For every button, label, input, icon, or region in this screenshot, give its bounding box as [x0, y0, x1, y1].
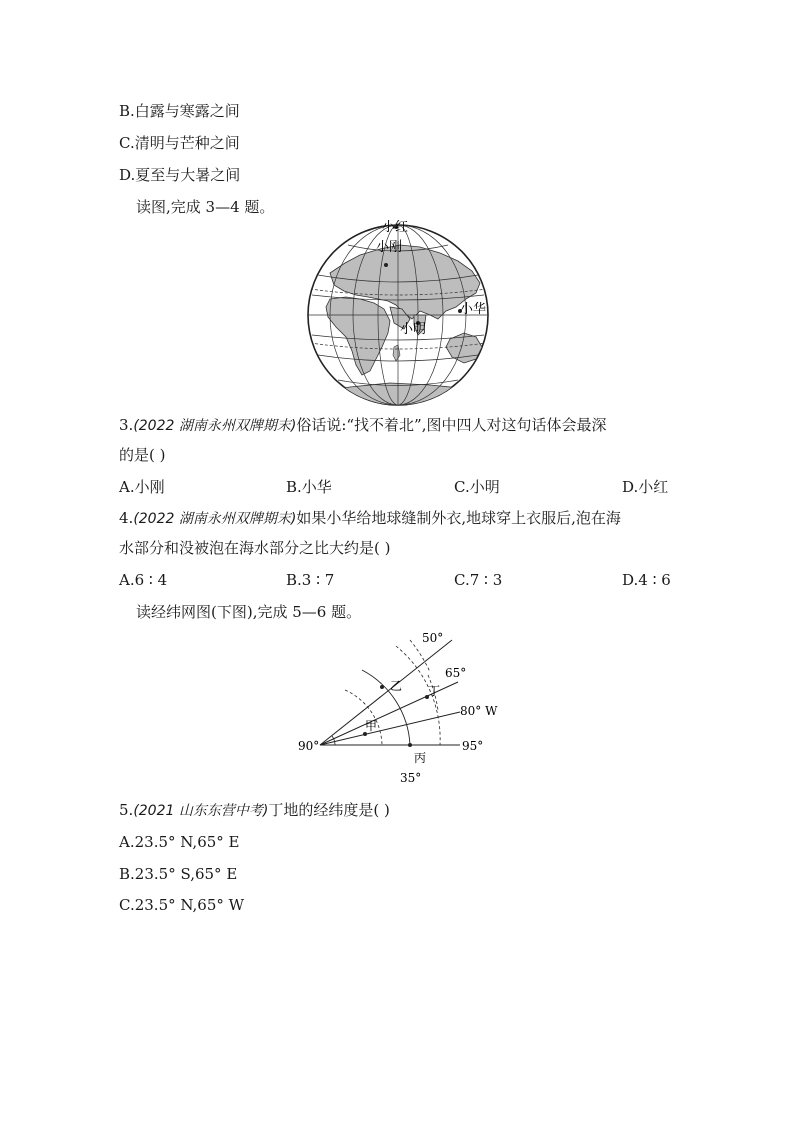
q2-option-d: D.夏至与大暑之间 [119, 166, 241, 184]
q5-option-b: B.23.5° S,65° E [119, 865, 238, 883]
q4-text-line1: 如果小华给地球缝制外衣,地球穿上衣服后,泡在海 [296, 509, 621, 527]
q4-line1 [119, 508, 621, 529]
point-yi [380, 685, 384, 689]
q4-options [119, 570, 679, 590]
intro-3-4: 读图,完成 3—4 题。 [136, 198, 275, 216]
q3-line1 [119, 415, 607, 436]
land-antarctica [310, 383, 490, 415]
q3-options [119, 477, 679, 497]
q5-line1 [119, 800, 390, 821]
q4-option-a: A.6 ∶ 4 [119, 571, 168, 589]
label-xiaohua: 小华 [460, 302, 487, 317]
label-jia: 甲 [365, 719, 378, 733]
label-xiaogang: 小刚 [376, 240, 403, 255]
q4-option-d: D.4 ∶ 6 [622, 571, 671, 589]
q5-option-c: C.23.5° N,65° W [119, 896, 245, 914]
q4-source: (2022 湖南永州双牌期末) [133, 511, 297, 527]
label-yi: 乙 [390, 679, 403, 693]
label-ding: 丁 [428, 684, 441, 698]
q3-text-line1: 俗话说:“找不着北”,图中四人对这句话体会最深 [296, 416, 607, 434]
q2-option-c: C.清明与芒种之间 [119, 134, 240, 152]
point-bing [408, 743, 412, 747]
q3-option-d: D.小红 [622, 478, 669, 496]
q5-number: 5. [119, 801, 134, 819]
label-lon95: 95° [462, 739, 484, 753]
q4-text-line2: 水部分和没被泡在海水部分之比大约是( ) [119, 539, 391, 557]
label-lon80w: 80° W [460, 704, 498, 718]
graticule-figure [290, 630, 505, 790]
q3-text-line2: 的是( ) [119, 446, 166, 464]
q3-source: (2022 湖南永州双牌期末) [133, 418, 297, 434]
intro-5-6: 读经纬网图(下图),完成 5—6 题。 [136, 603, 362, 621]
q4-number: 4. [119, 509, 134, 527]
q5-source: (2021 山东东营中考) [133, 803, 269, 819]
q3-option-c: C.小明 [454, 478, 500, 496]
marker-xiaogang [384, 263, 388, 267]
q3-option-a: A.小刚 [119, 478, 165, 496]
label-lon65: 65° [445, 666, 467, 680]
label-lat35: 35° [400, 771, 422, 785]
label-xiaoming: 小明 [400, 322, 427, 337]
q4-option-b: B.3 ∶ 7 [286, 571, 335, 589]
label-lon50: 50° [422, 631, 444, 645]
q5-option-a: A.23.5° N,65° E [119, 833, 240, 851]
q3-option-b: B.小华 [286, 478, 332, 496]
q4-option-c: C.7 ∶ 3 [454, 571, 503, 589]
q5-text: 丁地的经纬度是( ) [268, 801, 390, 819]
label-bing: 丙 [414, 751, 427, 765]
q3-number: 3. [119, 416, 134, 434]
globe-figure [290, 215, 505, 415]
label-lon90: 90° [298, 739, 320, 753]
q2-option-b: B.白露与寒露之间 [119, 102, 240, 120]
label-xiaohong: 小红 [382, 220, 409, 235]
